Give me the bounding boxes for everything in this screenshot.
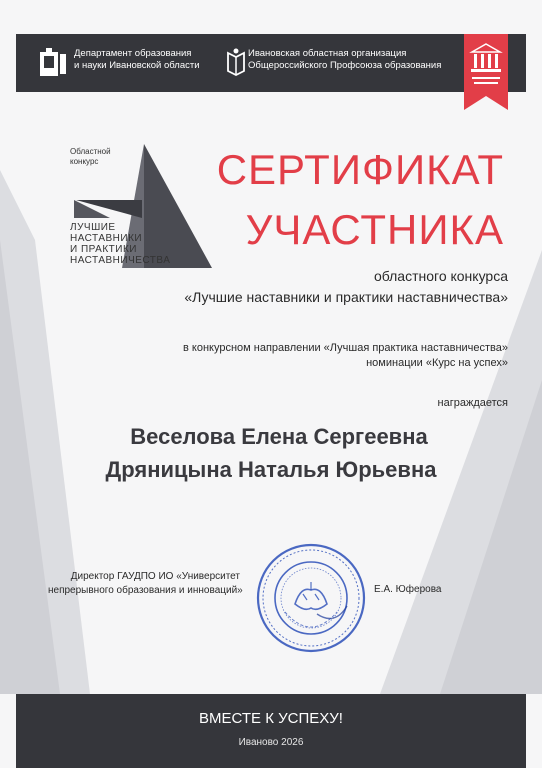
signer-name: Е.А. Юферова bbox=[374, 584, 442, 595]
recipient-name-1: Веселова Елена Сергеевна bbox=[130, 424, 428, 449]
org1-line-2: и науки Ивановской области bbox=[74, 60, 200, 71]
certificate-title-line-2: УЧАСТНИКА bbox=[245, 206, 504, 253]
logo-text-line-1: ЛУЧШИЕ bbox=[70, 222, 116, 233]
logo-text-line-3: И ПРАКТИКИ bbox=[70, 244, 137, 255]
contest-small-line-1: Областной bbox=[70, 147, 111, 156]
org1-line-1: Департамент образования bbox=[74, 48, 192, 59]
awarded-label: награждается bbox=[437, 397, 508, 409]
footer-motto: ВМЕСТЕ К УСПЕХУ! bbox=[199, 710, 343, 727]
contest-name-line-1: областного конкурса bbox=[373, 268, 508, 284]
contest-small-line-2: конкурс bbox=[70, 157, 99, 166]
recipient-name-2: Дряницына Наталья Юрьевна bbox=[105, 457, 437, 482]
signer-position bbox=[48, 570, 243, 598]
header-band bbox=[16, 34, 526, 92]
university-building-icon bbox=[464, 34, 508, 110]
direction-line-2: номинации «Курс на успех» bbox=[366, 357, 508, 369]
contest-name-line-2: «Лучшие наставники и практики наставничества» bbox=[184, 289, 508, 305]
signer-position-line-1: Директор ГАУДПО ИО «Университет bbox=[70, 571, 240, 582]
certificate-title-line-1: СЕРТИФИКАТ bbox=[216, 146, 504, 193]
logo-text-line-4: НАСТАВНИЧЕСТВА bbox=[70, 255, 171, 266]
footer-band bbox=[16, 694, 526, 768]
logo-text-line-2: НАСТАВНИКИ bbox=[70, 233, 143, 244]
signer-position-line-2: непрерывного образования и инноваций» bbox=[48, 585, 243, 596]
org2-line-1: Ивановская областная организация bbox=[248, 48, 407, 59]
official-stamp-icon bbox=[255, 542, 367, 654]
contest-logo-text bbox=[70, 222, 170, 266]
union-organization-name bbox=[248, 48, 441, 72]
direction-line-1: в конкурсном направлении «Лучшая практика наставничества» bbox=[182, 342, 508, 354]
education-department-name bbox=[74, 48, 200, 72]
union-book-icon bbox=[226, 47, 246, 77]
org2-line-2: Общероссийского Профсоюза образования bbox=[248, 60, 442, 71]
coat-of-arms-icon bbox=[34, 46, 70, 80]
footer-city-year: Иваново 2026 bbox=[238, 737, 304, 748]
